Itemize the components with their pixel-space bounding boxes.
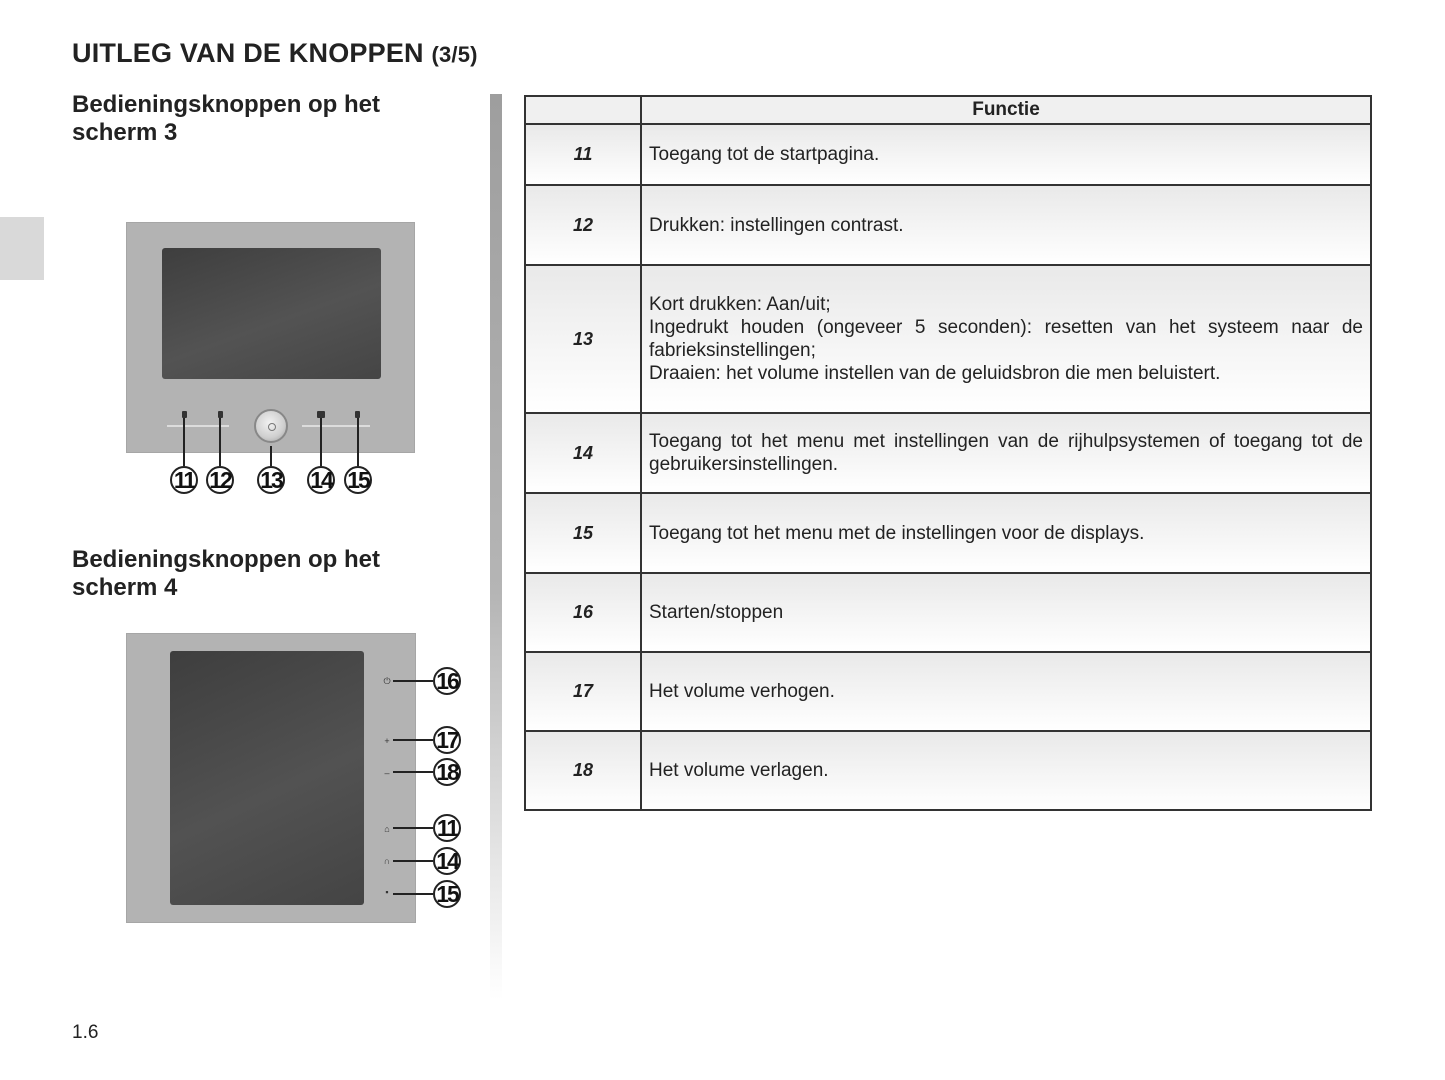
leader-line	[393, 680, 433, 682]
page-title	[72, 38, 478, 69]
page-title-part: (3/5)	[431, 42, 478, 67]
row-number: 14	[525, 413, 641, 493]
callout-17: 17	[433, 726, 461, 754]
description-line: Draaien: het volume instellen van de geluidsbron die men beluistert.	[649, 363, 1221, 384]
leader-line	[393, 893, 433, 895]
row-number: 13	[525, 265, 641, 413]
row-number: 11	[525, 124, 641, 185]
leader-line	[320, 418, 322, 466]
row-description	[641, 413, 1371, 493]
leader-line	[219, 418, 221, 466]
screen3-button-strip-right	[302, 425, 370, 427]
table-row	[525, 652, 1371, 731]
row-description	[641, 493, 1371, 573]
leader-line	[183, 418, 185, 466]
description-line: Het volume verhogen.	[649, 681, 835, 702]
description-line: Het volume verlagen.	[649, 760, 829, 781]
screen3-driving-aids-button	[317, 411, 325, 418]
row-number: 16	[525, 573, 641, 652]
callout-16: 16	[433, 667, 461, 695]
description-line: Drukken: instellingen contrast.	[649, 214, 904, 236]
row-description	[641, 265, 1371, 413]
page-number: 1.6	[72, 1022, 99, 1043]
screen3-contrast-button	[218, 411, 223, 418]
description-line: Kort drukken: Aan/uit;	[649, 294, 831, 315]
plus-icon: +	[384, 736, 390, 746]
callout-18: 18	[433, 758, 461, 786]
screen4-display	[170, 651, 364, 905]
table-row	[525, 185, 1371, 265]
power-icon	[268, 423, 276, 431]
screen3-volume-knob	[254, 409, 288, 443]
table-row	[525, 265, 1371, 413]
table-row	[525, 731, 1371, 810]
row-number: 18	[525, 731, 641, 810]
row-number: 17	[525, 652, 641, 731]
function-table	[524, 95, 1372, 811]
description-line: Toegang tot het menu met instellingen van de rijhulpsystemen of toegang tot de gebruikersinstellingen.	[649, 431, 1363, 475]
row-description	[641, 731, 1371, 810]
callout-14: 14	[307, 466, 335, 494]
table-row	[525, 573, 1371, 652]
table-header-blank	[525, 96, 641, 124]
display-settings-icon: ▪	[385, 887, 389, 897]
driving-aids-icon: ∩	[383, 856, 391, 866]
screen3-display	[162, 248, 381, 379]
section-heading-screen3: Bedieningsknoppen op het scherm 3	[72, 91, 381, 146]
callout-13: 13	[257, 466, 285, 494]
screen3-device	[126, 222, 415, 453]
description-line: Toegang tot het menu met de instellingen voor de displays.	[649, 522, 1145, 544]
column-divider	[490, 94, 502, 1000]
page-title-text: UITLEG VAN DE KNOPPEN	[72, 38, 424, 68]
description-line: Ingedrukt houden (ongeveer 5 seconden): resetten van het systeem naar de fabrieksinstellingen;	[649, 317, 1363, 361]
leader-line	[393, 771, 433, 773]
row-number: 15	[525, 493, 641, 573]
callout-14: 14	[433, 847, 461, 875]
row-number: 12	[525, 185, 641, 265]
row-description	[641, 124, 1371, 185]
chapter-tab	[0, 217, 44, 280]
screen4-device	[126, 633, 416, 923]
callout-11: 11	[433, 814, 461, 842]
screen3-home-button	[182, 411, 187, 418]
leader-line	[270, 446, 272, 466]
description-line: Toegang tot de startpagina.	[649, 144, 880, 165]
table-row	[525, 124, 1371, 185]
leader-line	[393, 827, 433, 829]
power-icon: ⏻	[383, 676, 391, 686]
table-row	[525, 413, 1371, 493]
callout-12: 12	[206, 466, 234, 494]
leader-line	[357, 418, 359, 466]
table-header-row	[525, 96, 1371, 124]
row-description	[641, 573, 1371, 652]
home-icon: ⌂	[384, 824, 390, 834]
screen3-display-settings-button	[355, 411, 360, 418]
minus-icon: –	[384, 768, 390, 778]
description-line: Starten/stoppen	[649, 602, 784, 623]
row-description	[641, 652, 1371, 731]
leader-line	[393, 739, 433, 741]
section-heading-screen4: Bedieningsknoppen op het scherm 4	[72, 546, 381, 601]
table-row	[525, 493, 1371, 573]
callout-15: 15	[433, 880, 461, 908]
leader-line	[393, 860, 433, 862]
callout-15: 15	[344, 466, 372, 494]
callout-11: 11	[170, 466, 198, 494]
row-description	[641, 185, 1371, 265]
table-header-functie: Functie	[641, 96, 1371, 124]
